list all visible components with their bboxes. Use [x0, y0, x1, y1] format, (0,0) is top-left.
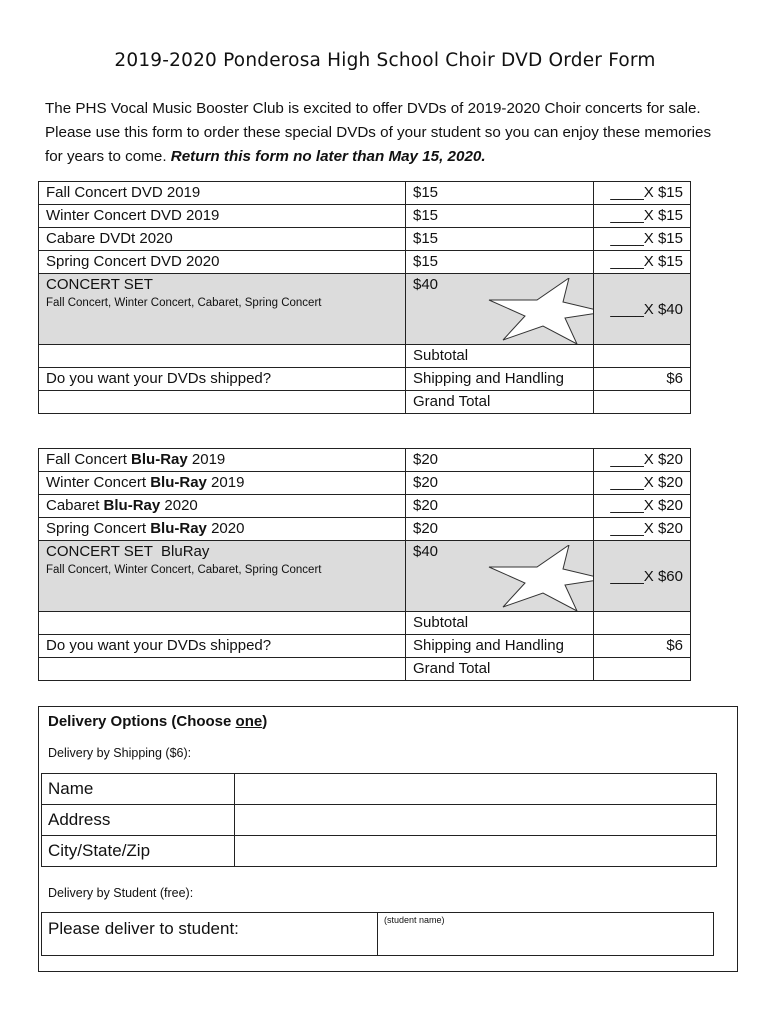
item-name: Cabare DVDt 2020	[39, 228, 406, 251]
delivery-heading: Delivery Options (Choose one)	[48, 713, 268, 730]
city-state-zip-label: City/State/Zip	[42, 836, 235, 867]
student-table	[41, 912, 714, 956]
ship-question[interactable]: Do you want your DVDs shipped?	[39, 368, 406, 391]
concert-set-row	[39, 274, 691, 345]
item-quantity[interactable]: ____X $15	[594, 182, 691, 205]
item-name: Winter Concert Blu-Ray 2019	[39, 472, 406, 495]
item-quantity[interactable]: ____X $15	[594, 205, 691, 228]
grand-total-value[interactable]	[594, 658, 691, 681]
grand-total-row	[39, 658, 691, 681]
table-row	[39, 251, 691, 274]
shipping-value: $6	[594, 368, 691, 391]
item-price: $20	[406, 518, 594, 541]
table-row	[42, 913, 714, 956]
item-price: $15	[406, 182, 594, 205]
item-quantity[interactable]: ____X $20	[594, 449, 691, 472]
address-table	[41, 773, 717, 867]
table-row	[39, 472, 691, 495]
name-label: Name	[42, 774, 235, 805]
table-row	[39, 228, 691, 251]
subtotal-label: Subtotal	[406, 345, 594, 368]
item-price: $20	[406, 495, 594, 518]
set-name: CONCERT SET	[46, 276, 153, 293]
item-name: Cabaret Blu-Ray 2020	[39, 495, 406, 518]
item-price: $15	[406, 205, 594, 228]
grand-total-value[interactable]	[594, 391, 691, 414]
dvd-order-table	[38, 181, 691, 414]
set-price: $40	[413, 276, 439, 293]
grand-total-row	[39, 391, 691, 414]
subtotal-value[interactable]	[594, 612, 691, 635]
table-row	[42, 774, 717, 805]
item-name: Spring Concert DVD 2020	[39, 251, 406, 274]
table-row	[42, 805, 717, 836]
ship-question[interactable]: Do you want your DVDs shipped?	[39, 635, 406, 658]
item-price: $15	[406, 251, 594, 274]
page-title: 2019-2020 Ponderosa High School Choir DVD Order Form	[114, 50, 656, 71]
set-price-cell	[406, 274, 594, 345]
item-price: $20	[406, 449, 594, 472]
subtotal-row	[39, 345, 691, 368]
item-name: Spring Concert Blu-Ray 2020	[39, 518, 406, 541]
item-quantity[interactable]: ____X $15	[594, 251, 691, 274]
deliver-to-label: Please deliver to student:	[42, 913, 378, 956]
item-name: Winter Concert DVD 2019	[39, 205, 406, 228]
set-price: $40	[413, 543, 439, 560]
shipping-row	[39, 368, 691, 391]
set-name: CONCERT SET BluRay	[46, 543, 210, 560]
student-option-label: Delivery by Student (free):	[48, 886, 194, 900]
subtotal-value[interactable]	[594, 345, 691, 368]
set-quantity[interactable]: ____X $40	[594, 274, 691, 345]
subtotal-label: Subtotal	[406, 612, 594, 635]
concert-set-row	[39, 541, 691, 612]
shipping-value: $6	[594, 635, 691, 658]
intro-deadline: Return this form no later than May 15, 2020.	[170, 148, 486, 165]
table-row	[39, 449, 691, 472]
table-row	[39, 205, 691, 228]
delivery-options-box	[38, 706, 738, 972]
table-row	[39, 495, 691, 518]
table-row	[39, 518, 691, 541]
shipping-option-label: Delivery by Shipping ($6):	[48, 746, 192, 760]
table-row	[39, 182, 691, 205]
subtotal-row	[39, 612, 691, 635]
bluray-order-table	[38, 448, 691, 681]
intro-paragraph	[45, 97, 725, 169]
item-name: Fall Concert DVD 2019	[39, 182, 406, 205]
item-quantity[interactable]: ____X $20	[594, 495, 691, 518]
set-price-cell	[406, 541, 594, 612]
grand-total-label: Grand Total	[406, 391, 594, 414]
shipping-row	[39, 635, 691, 658]
item-quantity[interactable]: ____X $15	[594, 228, 691, 251]
address-label: Address	[42, 805, 235, 836]
intro-text: The PHS Vocal Music Booster Club is excited to offer DVDs of 2019-2020 Choir concerts for sale. Please use this form to order these special DVDs of your student so you can enjoy these memories for years to come.	[45, 100, 712, 165]
city-state-zip-field[interactable]	[235, 836, 717, 867]
name-field[interactable]	[235, 774, 717, 805]
item-price: $15	[406, 228, 594, 251]
student-name-field[interactable]: (student name)	[378, 913, 714, 956]
item-quantity[interactable]: ____X $20	[594, 472, 691, 495]
set-quantity[interactable]: ____X $60	[594, 541, 691, 612]
star-icon	[485, 278, 594, 344]
set-description: Fall Concert, Winter Concert, Cabaret, Spring Concert	[46, 297, 322, 309]
shipping-label: Shipping and Handling	[406, 635, 594, 658]
shipping-label: Shipping and Handling	[406, 368, 594, 391]
set-name-cell	[39, 274, 406, 345]
item-price: $20	[406, 472, 594, 495]
star-icon	[485, 545, 594, 611]
address-field[interactable]	[235, 805, 717, 836]
set-description: Fall Concert, Winter Concert, Cabaret, Spring Concert	[46, 564, 322, 576]
set-name-cell	[39, 541, 406, 612]
item-name: Fall Concert Blu-Ray 2019	[39, 449, 406, 472]
grand-total-label: Grand Total	[406, 658, 594, 681]
item-quantity[interactable]: ____X $20	[594, 518, 691, 541]
table-row	[42, 836, 717, 867]
